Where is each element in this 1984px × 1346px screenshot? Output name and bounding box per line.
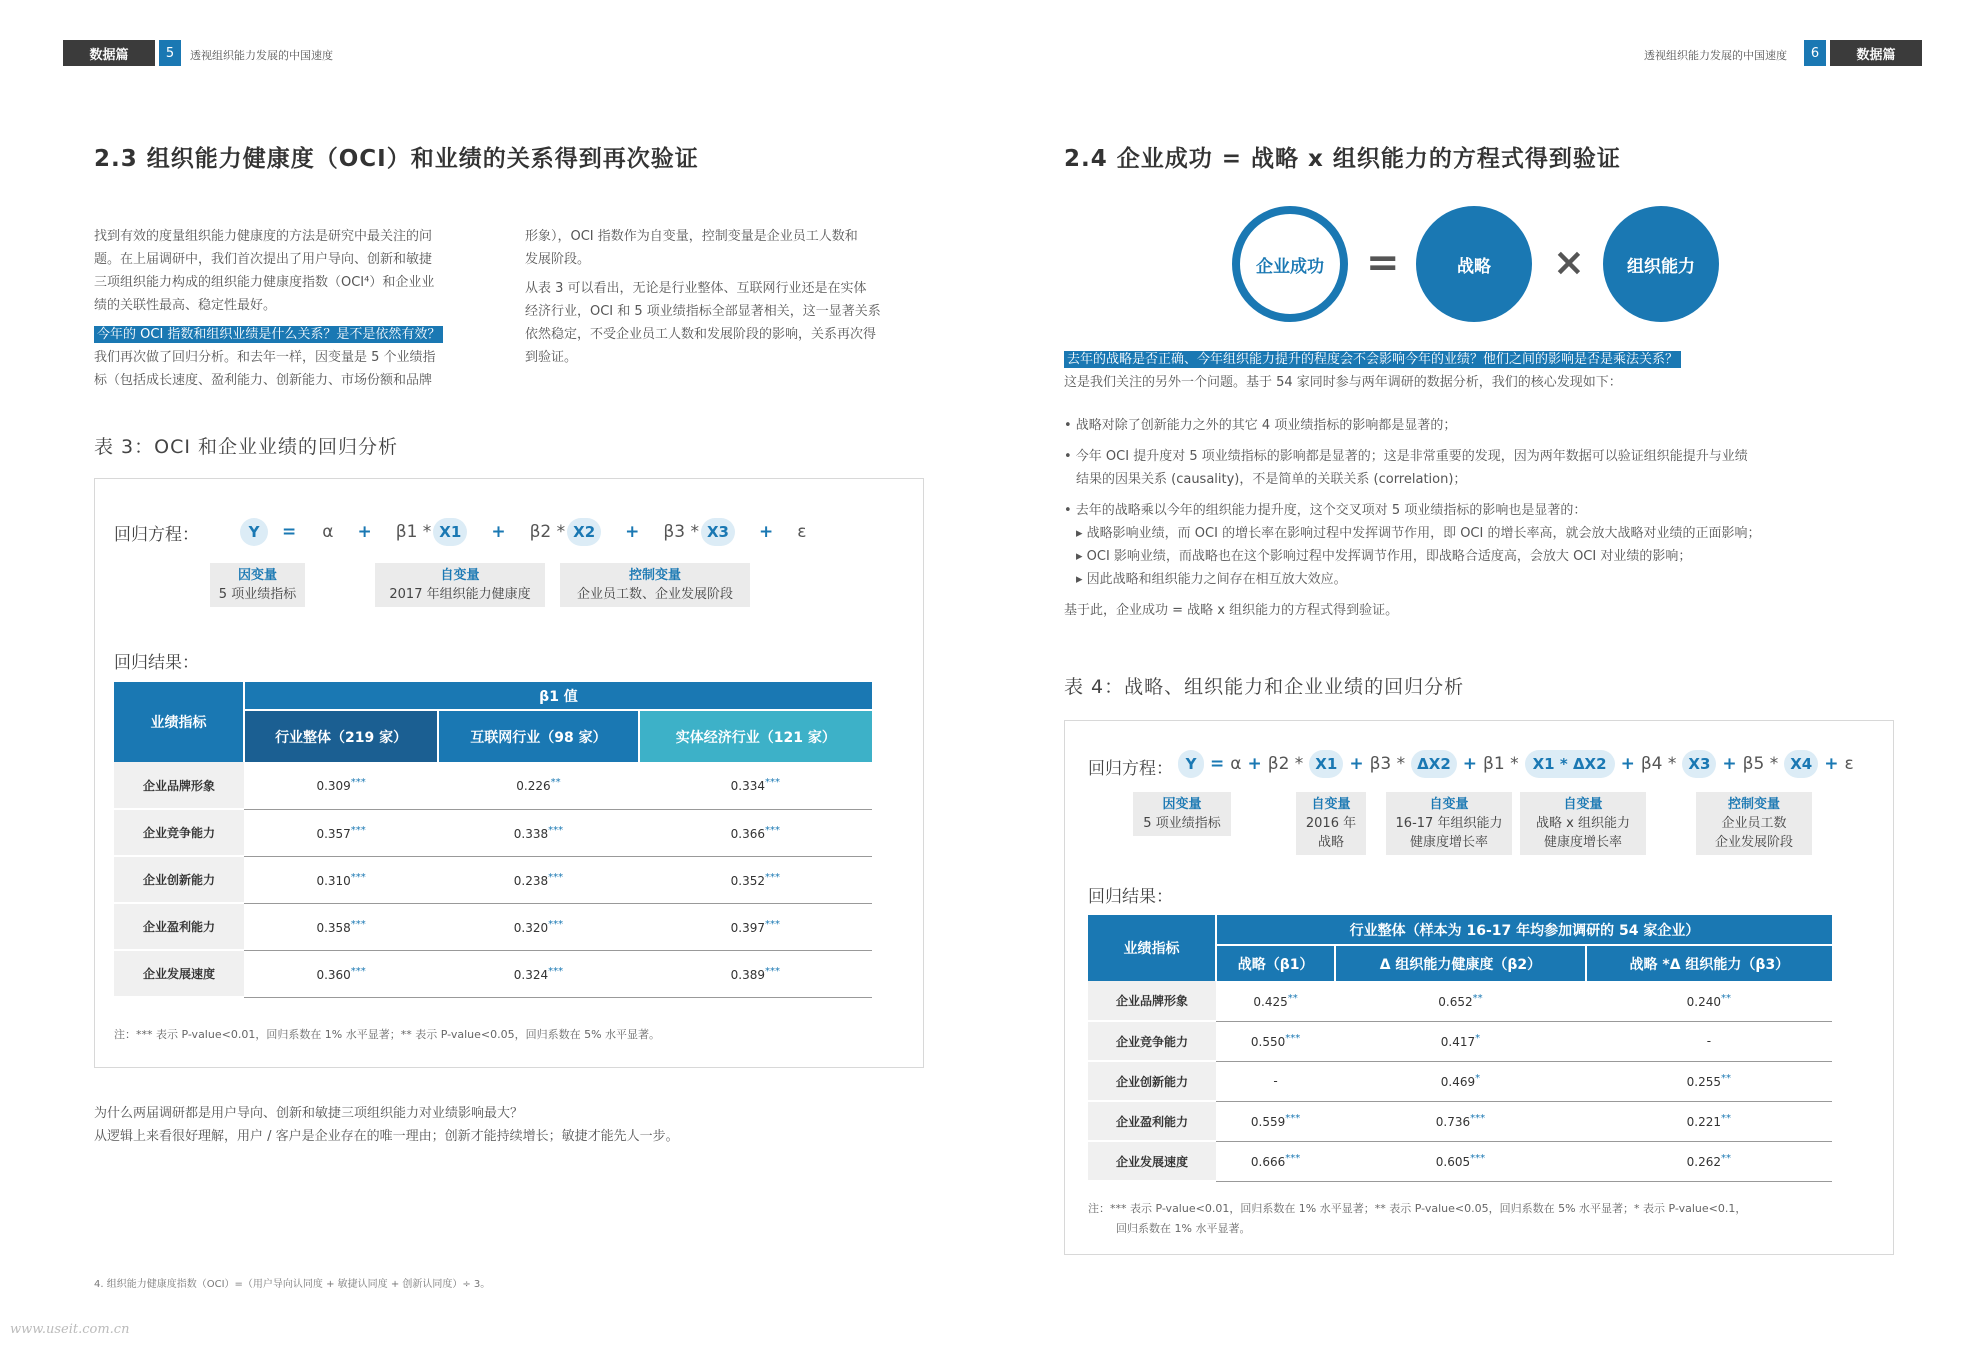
cell-value: 0.425 [1253, 994, 1288, 1009]
highlight-question-right: 去年的战略是否正确、今年组织能力提升的程度会不会影响今年的业绩？他们之间的影响是否是乘法关系？ [1064, 351, 1681, 368]
var-box-title: 因变量 [237, 568, 277, 583]
cell-value: 0.469 [1440, 1075, 1476, 1089]
cell-value: 0.309 [316, 779, 351, 794]
table-cell [1586, 981, 1832, 1021]
significance-stars: *** [764, 777, 780, 789]
plus-sign: + [759, 522, 774, 542]
circle-strategy: 战略 [1416, 206, 1532, 322]
row-header: 企业盈利能力 [114, 903, 244, 950]
cell-value: 0.389 [730, 967, 765, 982]
plus-sign: + [1722, 754, 1737, 774]
table-cell [1586, 1021, 1832, 1061]
var-dx2: ΔX2 [1572, 755, 1607, 773]
table-cell [438, 950, 638, 997]
table-cell [1335, 1141, 1586, 1181]
epsilon: ε [797, 522, 807, 542]
header-title-right: 透视组织能力发展的中国速度 [1644, 49, 1787, 62]
table-row [1088, 1101, 1832, 1141]
table-cell [1335, 1101, 1586, 1141]
text-line: 我们再次做了回归分析。和去年一样，因变量是 5 个业绩指 [94, 350, 436, 365]
var-box-title: 自变量 [1563, 797, 1603, 812]
var-y: Y [240, 518, 268, 546]
significance-stars: *** [764, 965, 780, 977]
left-col2-text [525, 225, 945, 369]
table-cell [1586, 1101, 1832, 1141]
var-box-desc: 5 项业绩指标 [1143, 816, 1221, 831]
table-3 [114, 682, 872, 998]
text-line: 到验证。 [525, 350, 578, 365]
left-col1-text [94, 225, 504, 392]
table-4 [1088, 915, 1832, 1182]
var-x1: X1 [1309, 750, 1343, 778]
cell-value: 0.320 [513, 920, 549, 935]
var-x3: X3 [701, 518, 735, 546]
cell-value: 0.310 [316, 873, 351, 888]
table-cell [438, 809, 638, 856]
var-box-desc: 战略 [1317, 835, 1344, 850]
table-cell [1216, 1101, 1335, 1141]
bullet-1: • 战略对除了创新能力之外的其它 4 项业绩指标的影响都是显著的； [1064, 418, 1457, 433]
cell-value: 0.221 [1686, 1115, 1722, 1129]
var-x4: X4 [1784, 750, 1818, 778]
row-header: 企业创新能力 [114, 856, 244, 903]
table-cell [1216, 1021, 1335, 1061]
table-cell [1586, 1141, 1832, 1181]
significance-stars: *** [1285, 1113, 1301, 1124]
table-row [114, 762, 872, 809]
cell-value: 0.360 [316, 967, 351, 982]
table-corner: 业绩指标 [1088, 915, 1216, 981]
table-cell [1586, 1061, 1832, 1101]
question-line: 为什么两届调研都是用户导向、创新和敏捷三项组织能力对业绩影响最大？ [94, 1106, 524, 1121]
cell-value: 0.226 [516, 779, 551, 794]
var-box-desc: 健康度增长率 [1543, 835, 1622, 850]
cell-value: 0.338 [513, 826, 549, 841]
plus-sign: + [1247, 754, 1262, 774]
table-cell [244, 809, 438, 856]
cell-value: 0.334 [730, 779, 765, 794]
table-4-note-1: 注：*** 表示 P-value<0.01，回归系数在 1% 水平显著；** 表示 P-value<0.05，回归系数在 5% 水平显著；* 表示 P-value<0.1， [1088, 1202, 1747, 1215]
significance-stars: *** [764, 918, 780, 930]
equation-label: 回归方程： [1088, 759, 1173, 779]
row-header: 企业盈利能力 [1088, 1101, 1216, 1141]
table-cell [244, 903, 438, 950]
var-x1-dx2 [1525, 750, 1615, 778]
section-title-2-4: 2.4 企业成功 = 战略 x 组织能力的方程式得到验证 [1064, 146, 1621, 172]
eq-sign: = [1210, 754, 1225, 774]
table-cell [639, 950, 872, 997]
significance-stars: * [1475, 1073, 1481, 1084]
highlight-question: 今年的 OCI 指数和组织业绩是什么关系？是不是依然有效？ [94, 326, 443, 343]
table-cell [639, 762, 872, 809]
col-header: 战略 *Δ 组织能力（β3） [1586, 945, 1832, 981]
bullet-2: • 今年 OCI 提升度对 5 项业绩指标的影响都是显著的；这是非常重要的发现，因为两年数据可以验证组织能提升与业绩 [1064, 449, 1748, 464]
significance-stars: *** [1285, 1033, 1301, 1044]
cell-value: 0.666 [1250, 1155, 1286, 1169]
table-3-title: 表 3：OCI 和企业业绩的回归分析 [94, 436, 398, 458]
table-cell [639, 809, 872, 856]
var-box-dependent [210, 563, 305, 607]
significance-stars: *** [548, 965, 564, 977]
table-cell [1216, 981, 1335, 1021]
table-row [114, 856, 872, 903]
sub-bullet-1: ▸ 战略影响业绩，而 OCI 的增长率在影响过程中发挥调节作用，即 OCI 的增长率高，就会放大战略对业绩的正面影响； [1076, 526, 1761, 541]
watermark: www.useit.com.cn [10, 1322, 130, 1337]
significance-stars: *** [1470, 1153, 1486, 1164]
page-number-right: 6 [1804, 40, 1826, 66]
result-label: 回归结果： [114, 653, 199, 673]
beta1: β1 * [395, 522, 432, 542]
plus-sign: + [1824, 754, 1839, 774]
plus-sign: + [1349, 754, 1364, 774]
beta3: β3 * [1369, 754, 1406, 774]
var-box-title: 自变量 [1429, 797, 1469, 812]
circle-org-capability: 组织能力 [1603, 206, 1719, 322]
cell-value: 0.238 [513, 873, 549, 888]
var-box-interaction [1520, 792, 1646, 855]
row-header: 企业竞争能力 [1088, 1021, 1216, 1061]
var-box-title: 自变量 [1311, 797, 1351, 812]
significance-stars: ** [1721, 992, 1732, 1004]
star: * [1559, 755, 1568, 773]
sub-bullet-3: ▸ 因此战略和组织能力之间存在相互放大效应。 [1076, 572, 1347, 587]
col-header: 互联网行业（98 家） [438, 710, 638, 762]
footnote: 4. 组织能力健康度指数（OCI）=（用户导向认同度 + 敏捷认同度 + 创新认同度）÷ 3。 [94, 1279, 491, 1290]
intro-line: 这是我们关注的另外一个问题。基于 54 家同时参与两年调研的数据分析，我们的核心发现如下： [1064, 375, 1622, 390]
significance-stars: ** [550, 777, 561, 789]
table-row [114, 950, 872, 997]
table-cell [639, 856, 872, 903]
bullet-3: • 去年的战略乘以今年的组织能力提升度，这个交叉项对 5 项业绩指标的影响也是显著的： [1064, 503, 1587, 518]
cell-value: 0.417 [1440, 1035, 1476, 1049]
significance-stars: ** [1287, 992, 1298, 1004]
equals-sign: = [1366, 240, 1400, 286]
cell-value: 0.357 [316, 826, 351, 841]
col-header: 实体经济行业（121 家） [639, 710, 872, 762]
text-line: 绩的关联性最高、稳定性最好。 [94, 298, 277, 313]
significance-stars: * [1475, 1033, 1481, 1044]
cell-value: 0.559 [1250, 1115, 1286, 1129]
var-box-dependent [1133, 792, 1231, 836]
row-header: 企业品牌形象 [1088, 981, 1216, 1021]
cell-value: - [1273, 1074, 1278, 1088]
significance-stars: *** [350, 824, 366, 836]
table-cell [244, 950, 438, 997]
cell-value: 0.550 [1250, 1035, 1286, 1049]
table-corner: 业绩指标 [114, 682, 244, 762]
table-cell [438, 856, 638, 903]
circle-success: 企业成功 [1232, 206, 1348, 322]
text-line: 标（包括成长速度、盈利能力、创新能力、市场份额和品牌 [94, 373, 433, 388]
plus-sign: + [1620, 754, 1635, 774]
row-header: 企业创新能力 [1088, 1061, 1216, 1101]
row-header: 企业品牌形象 [114, 762, 244, 809]
table-group-header: 行业整体（样本为 16-17 年均参加调研的 54 家企业） [1216, 915, 1832, 945]
significance-stars: *** [350, 871, 366, 883]
var-x1: X1 [433, 518, 467, 546]
plus-sign: + [1462, 754, 1478, 774]
table-4-note-2: 回归系数在 1% 水平显著。 [1116, 1222, 1251, 1235]
cell-value: 0.324 [513, 967, 549, 982]
significance-stars: *** [548, 871, 564, 883]
row-header: 企业发展速度 [1088, 1141, 1216, 1181]
significance-stars: ** [1472, 992, 1483, 1004]
var-dx2: ΔX2 [1411, 750, 1457, 778]
equation-left [240, 518, 806, 546]
var-box-desc: 企业员工数、企业发展阶段 [576, 587, 733, 602]
cell-value: 0.652 [1438, 994, 1473, 1009]
significance-stars: *** [764, 824, 780, 836]
alpha: α [322, 522, 334, 542]
significance-stars: *** [548, 918, 564, 930]
equation-label: 回归方程： [114, 525, 199, 545]
cell-value: 0.262 [1686, 1155, 1722, 1169]
var-box-x1 [1296, 792, 1366, 855]
cell-value: 0.397 [730, 920, 765, 935]
section-title-2-3: 2.3 组织能力健康度（OCI）和业绩的关系得到再次验证 [94, 146, 699, 172]
significance-stars: *** [764, 871, 780, 883]
table-row [1088, 981, 1832, 1021]
beta1: β1 * [1483, 754, 1519, 774]
text-line: 找到有效的度量组织能力健康度的方法是研究中最关注的问 [94, 229, 433, 244]
cell-value: 0.358 [316, 920, 351, 935]
header-tab-right: 数据篇 [1830, 40, 1922, 66]
table-cell [438, 762, 638, 809]
var-box-desc: 5 项业绩指标 [218, 587, 297, 602]
row-header: 企业竞争能力 [114, 809, 244, 856]
beta5: β5 * [1742, 754, 1779, 774]
table-cell [1216, 1061, 1335, 1101]
plus-sign: + [491, 522, 506, 542]
right-text [1064, 348, 1924, 622]
row-header: 企业发展速度 [114, 950, 244, 997]
table-row [114, 903, 872, 950]
text-line: 三项组织能力构成的组织能力健康度指数（OCI⁴）和企业业 [94, 275, 435, 290]
table-cell [639, 903, 872, 950]
var-box-desc: 企业员工数 [1721, 816, 1787, 831]
cell-value: 0.366 [730, 826, 765, 841]
beta3: β3 * [663, 522, 699, 542]
table-cell [244, 762, 438, 809]
var-box-title: 控制变量 [628, 568, 681, 583]
var-box-title: 因变量 [1162, 797, 1202, 812]
sub-bullet-2: ▸ OCI 影响业绩，而战略也在这个影响过程中发挥调节作用，即战略合适度高，会放大 OCI 对业绩的影响； [1076, 549, 1692, 564]
cell-value: 0.605 [1435, 1155, 1471, 1169]
var-box-dx2 [1386, 792, 1512, 855]
cell-value: 0.736 [1435, 1115, 1471, 1129]
text-line: 发展阶段。 [525, 252, 591, 267]
cell-value: 0.255 [1686, 1075, 1722, 1089]
table-cell [1335, 1061, 1586, 1101]
result-label: 回归结果： [1088, 887, 1173, 907]
var-box-title: 控制变量 [1727, 797, 1780, 812]
var-x3: X3 [1682, 750, 1716, 778]
significance-stars: *** [1470, 1113, 1486, 1124]
table-cell [1216, 1141, 1335, 1181]
header-title-left: 透视组织能力发展的中国速度 [190, 49, 333, 62]
var-box-control [1696, 792, 1812, 855]
var-y: Y [1178, 750, 1204, 778]
var-box-desc: 健康度增长率 [1409, 835, 1488, 850]
var-x2: X2 [567, 518, 601, 546]
answer-line: 从逻辑上来看很好理解，用户 / 客户是企业存在的唯一理由；创新才能持续增长；敏捷才能先人一步。 [94, 1129, 679, 1144]
var-box-independent [375, 563, 545, 607]
var-box-desc: 16-17 年组织能力 [1395, 816, 1503, 831]
table-row [114, 809, 872, 856]
beta2: β2 * [1267, 754, 1304, 774]
cell-value: 0.352 [730, 873, 765, 888]
cell-value: - [1706, 1034, 1712, 1048]
conclusion-line: 基于此，企业成功 = 战略 x 组织能力的方程式得到验证。 [1064, 603, 1399, 618]
significance-stars: *** [548, 824, 564, 836]
beta4: β4 * [1640, 754, 1677, 774]
table-row [1088, 1021, 1832, 1061]
text-line: 从表 3 可以看出，无论是行业整体、互联网行业还是在实体 [525, 281, 867, 296]
alpha: α [1230, 754, 1242, 774]
text-line: 题。在上届调研中，我们首次提出了用户导向、创新和敏捷 [94, 252, 433, 267]
bullet-2-cont: 结果的因果关系 (causality)，不是简单的关联关系 (correlation)； [1076, 472, 1467, 487]
col-header: 行业整体（219 家） [244, 710, 438, 762]
plus-sign: + [625, 522, 640, 542]
var-box-desc: 企业发展阶段 [1714, 835, 1793, 850]
var-x1: X1 [1532, 755, 1555, 773]
significance-stars: *** [350, 777, 366, 789]
table-group-header: β1 值 [244, 682, 872, 710]
var-box-title: 自变量 [440, 568, 480, 583]
table-row [1088, 1061, 1832, 1101]
col-header: Δ 组织能力健康度（β2） [1335, 945, 1586, 981]
significance-stars: *** [1285, 1153, 1301, 1164]
table-cell [1335, 1021, 1586, 1061]
table-4-title: 表 4：战略、组织能力和企业业绩的回归分析 [1064, 676, 1465, 698]
significance-stars: ** [1721, 1113, 1732, 1124]
epsilon: ε [1844, 754, 1854, 774]
var-box-desc: 战略 x 组织能力 [1536, 816, 1630, 831]
var-box-desc: 2017 年组织能力健康度 [389, 587, 531, 602]
table-row [1088, 1141, 1832, 1181]
plus-sign: + [357, 522, 372, 542]
header-tab-left: 数据篇 [63, 40, 155, 66]
table-cell [438, 903, 638, 950]
var-box-control [560, 563, 750, 607]
table-cell [1335, 981, 1586, 1021]
significance-stars: ** [1721, 1153, 1732, 1164]
times-sign: × [1553, 240, 1585, 284]
table-cell [244, 856, 438, 903]
significance-stars: *** [350, 918, 366, 930]
page-number-left: 5 [159, 40, 181, 66]
text-line: 形象），OCI 指数作为自变量，控制变量是企业员工人数和 [525, 229, 858, 244]
text-line: 经济行业，OCI 和 5 项业绩指标全部显著相关，这一显著关系 [525, 304, 881, 319]
significance-stars: *** [350, 965, 366, 977]
beta2: β2 * [529, 522, 566, 542]
equation-right [1178, 750, 1854, 778]
text-line: 依然稳定，不受企业员工人数和发展阶段的影响，关系再次得 [525, 327, 877, 342]
var-box-desc: 2016 年 [1305, 816, 1357, 831]
eq-sign: = [282, 522, 297, 542]
cell-value: 0.240 [1686, 994, 1722, 1009]
col-header: 战略（β1） [1216, 945, 1335, 981]
significance-stars: ** [1721, 1073, 1732, 1084]
table-3-note: 注：*** 表示 P-value<0.01，回归系数在 1% 水平显著；** 表示 P-value<0.05，回归系数在 5% 水平显著。 [114, 1028, 661, 1041]
